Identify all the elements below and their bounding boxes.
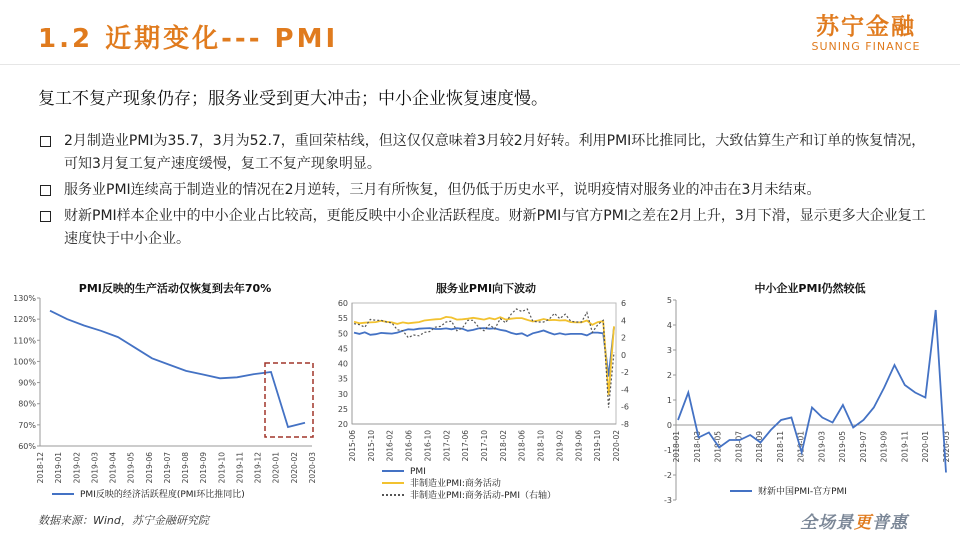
x-tick-label: 2019-04 xyxy=(108,452,118,484)
y-tick-label: -2 xyxy=(664,471,672,480)
chart-title: PMI反映的生产活动仅恢复到去年70% xyxy=(78,282,272,295)
y-tick-label: 50 xyxy=(337,329,348,339)
legend-label: 非制造业PMI:商务活动 xyxy=(410,479,501,489)
x-tick-label: 2019-02 xyxy=(72,452,82,484)
y2-tick-label: -4 xyxy=(621,385,629,395)
x-tick-label: 2019-07 xyxy=(858,431,868,463)
page-title: 1.2 近期变化--- PMI xyxy=(38,24,339,54)
x-tick-label: 2018-12 xyxy=(36,452,45,484)
x-tick-label: 2019-01 xyxy=(54,452,64,484)
x-tick-label: 2017-06 xyxy=(461,430,471,462)
y-tick-label: 120% xyxy=(13,315,36,325)
legend-label: PMI反映的经济活跃程度(PMI环比推同比) xyxy=(80,490,245,500)
x-tick-label: 2018-01 xyxy=(672,431,681,463)
legend-label: 财新中国PMI-官方PMI xyxy=(758,487,847,497)
checkbox-bullet-icon xyxy=(40,185,51,196)
chart-pmi-activity-svg xyxy=(0,278,322,508)
y-tick-label: 35 xyxy=(337,374,348,384)
x-tick-label: 2018-11 xyxy=(775,431,785,463)
x-tick-label: 2016-02 xyxy=(385,430,395,462)
x-tick-label: 2019-07 xyxy=(162,452,172,484)
chart-services-pmi xyxy=(322,278,640,508)
x-tick-label: 2018-07 xyxy=(734,431,744,463)
footer-slogan-part3: 普惠 xyxy=(872,513,908,533)
x-tick-label: 2017-02 xyxy=(442,430,452,462)
x-tick-label: 2019-09 xyxy=(199,452,209,484)
x-tick-label: 2019-08 xyxy=(181,452,191,484)
bullet-text: 服务业PMI连续高于制造业的情况在2月逆转，三月有所恢复，但仍低于历史水平，说明疫情对服务业的冲击在3月未结束。 xyxy=(64,182,821,198)
x-tick-label: 2015-06 xyxy=(348,430,357,462)
x-tick-label: 2019-12 xyxy=(253,452,263,484)
x-tick-label: 2019-10 xyxy=(217,452,227,484)
x-tick-label: 2020-02 xyxy=(289,452,299,484)
x-tick-label: 2018-05 xyxy=(713,431,723,463)
x-tick-label: 2020-03 xyxy=(308,452,317,484)
plot-area-border xyxy=(352,303,616,424)
x-tick-label: 2020-02 xyxy=(612,430,621,462)
data-source-note: 数据来源：Wind，苏宁金融研究院 xyxy=(38,514,209,527)
y-tick-label: 60% xyxy=(18,442,36,451)
y2-tick-label: -6 xyxy=(621,402,629,412)
footer-slogan-logo xyxy=(800,508,908,533)
bullet-item xyxy=(38,179,928,202)
y2-tick-label: 4 xyxy=(621,316,627,326)
y-tick-label: 20 xyxy=(337,420,348,429)
y-tick-label: 100% xyxy=(13,357,36,367)
x-tick-label: 2018-09 xyxy=(755,431,765,463)
series-line-0 xyxy=(354,327,614,376)
x-tick-label: 2020-01 xyxy=(271,452,281,484)
series-line-0 xyxy=(50,311,305,427)
y-tick-label: 40 xyxy=(337,359,348,369)
y2-tick-label: 2 xyxy=(621,333,627,343)
legend-label: 非制造业PMI:商务活动-PMI（右轴） xyxy=(410,491,556,501)
chart-sme-pmi xyxy=(640,278,960,508)
bullet-item xyxy=(38,130,928,176)
x-tick-label: 2019-11 xyxy=(900,431,910,463)
brand-logo-en: SUNING FINANCE xyxy=(811,40,921,53)
x-tick-label: 2018-10 xyxy=(536,430,546,462)
y-tick-label: 45 xyxy=(337,344,348,354)
x-tick-label: 2018-06 xyxy=(517,430,527,462)
x-tick-label: 2018-03 xyxy=(692,431,702,463)
y-tick-label: 1 xyxy=(666,396,672,405)
footer-slogan-part1: 全场景 xyxy=(800,513,854,533)
y-tick-label: 25 xyxy=(337,404,348,414)
checkbox-bullet-icon xyxy=(40,211,51,222)
y-tick-label: 0 xyxy=(666,421,672,430)
y2-tick-label: -2 xyxy=(621,368,629,378)
y-tick-label: 30 xyxy=(337,389,348,399)
footer-slogan-part2: 更 xyxy=(854,513,872,533)
x-tick-label: 2019-06 xyxy=(574,430,584,462)
bullet-text: 2月制造业PMI为35.7，3月为52.7，重回荣枯线，但这仅仅意味着3月较2月好转。利用PMI环比推同比，大致估算生产和订单的恢复情况，可知3月复工复产速度缓慢，复工不复产现象明显。 xyxy=(64,133,926,172)
y-tick-label: -3 xyxy=(664,496,672,505)
y2-tick-label: 0 xyxy=(621,350,627,360)
y-tick-label: 3 xyxy=(666,346,672,355)
checkbox-bullet-icon xyxy=(40,136,51,147)
y-tick-label: 70% xyxy=(18,420,36,430)
y2-tick-label: 6 xyxy=(621,299,627,308)
x-tick-label: 2019-03 xyxy=(90,452,100,484)
y-tick-label: 5 xyxy=(666,296,672,305)
bullet-item xyxy=(38,205,928,251)
brand-logo-cn: 苏宁金融 xyxy=(816,14,916,40)
chart-title: 服务业PMI向下波动 xyxy=(435,282,537,295)
bullet-text: 财新PMI样本企业中的中小企业占比较高，更能反映中小企业活跃程度。财新PMI与官方PMI之差在2月上升，3月下滑，显示更多大企业复工速度快于中小企业。 xyxy=(64,208,926,247)
brand-logo xyxy=(806,14,926,54)
y-tick-label: 130% xyxy=(13,294,36,303)
x-tick-label: 2019-05 xyxy=(126,452,136,484)
header-divider xyxy=(0,64,960,65)
y-tick-label: -1 xyxy=(664,446,672,455)
series-line-2 xyxy=(354,309,614,408)
x-tick-label: 2020-03 xyxy=(942,431,951,463)
x-tick-label: 2019-10 xyxy=(593,430,603,462)
y-tick-label: 80% xyxy=(18,399,36,409)
x-tick-label: 2019-09 xyxy=(879,431,889,463)
x-tick-label: 2016-06 xyxy=(404,430,414,462)
x-tick-label: 2019-06 xyxy=(144,452,154,484)
x-tick-label: 2019-05 xyxy=(838,431,848,463)
chart-sme-pmi-svg xyxy=(640,278,960,508)
y-tick-label: 110% xyxy=(13,336,36,346)
x-tick-label: 2016-10 xyxy=(423,430,433,462)
x-tick-label: 2017-10 xyxy=(480,430,489,462)
chart-services-pmi-svg xyxy=(322,278,640,508)
y-tick-label: 4 xyxy=(666,321,672,330)
x-tick-label: 2015-10 xyxy=(366,430,376,462)
y-tick-label: 90% xyxy=(18,378,36,388)
y-tick-label: 60 xyxy=(337,299,348,308)
chart-pmi-activity xyxy=(0,278,322,508)
x-tick-label: 2018-02 xyxy=(498,430,508,462)
x-tick-label: 2019-01 xyxy=(796,431,806,463)
slide-subtitle: 复工不复产现象仍存；服务业受到更大冲击；中小企业恢复速度慢。 xyxy=(38,89,548,109)
legend-label: PMI xyxy=(410,467,426,477)
y-tick-label: 2 xyxy=(666,371,672,380)
x-tick-label: 2019-11 xyxy=(235,452,245,484)
x-tick-label: 2019-03 xyxy=(817,431,827,463)
bullet-list xyxy=(38,130,928,254)
y2-tick-label: -8 xyxy=(621,420,629,429)
y-tick-label: 55 xyxy=(337,314,348,324)
x-tick-label: 2020-01 xyxy=(921,431,931,463)
chart-title: 中小企业PMI仍然较低 xyxy=(754,282,866,295)
x-tick-label: 2019-02 xyxy=(555,430,565,462)
